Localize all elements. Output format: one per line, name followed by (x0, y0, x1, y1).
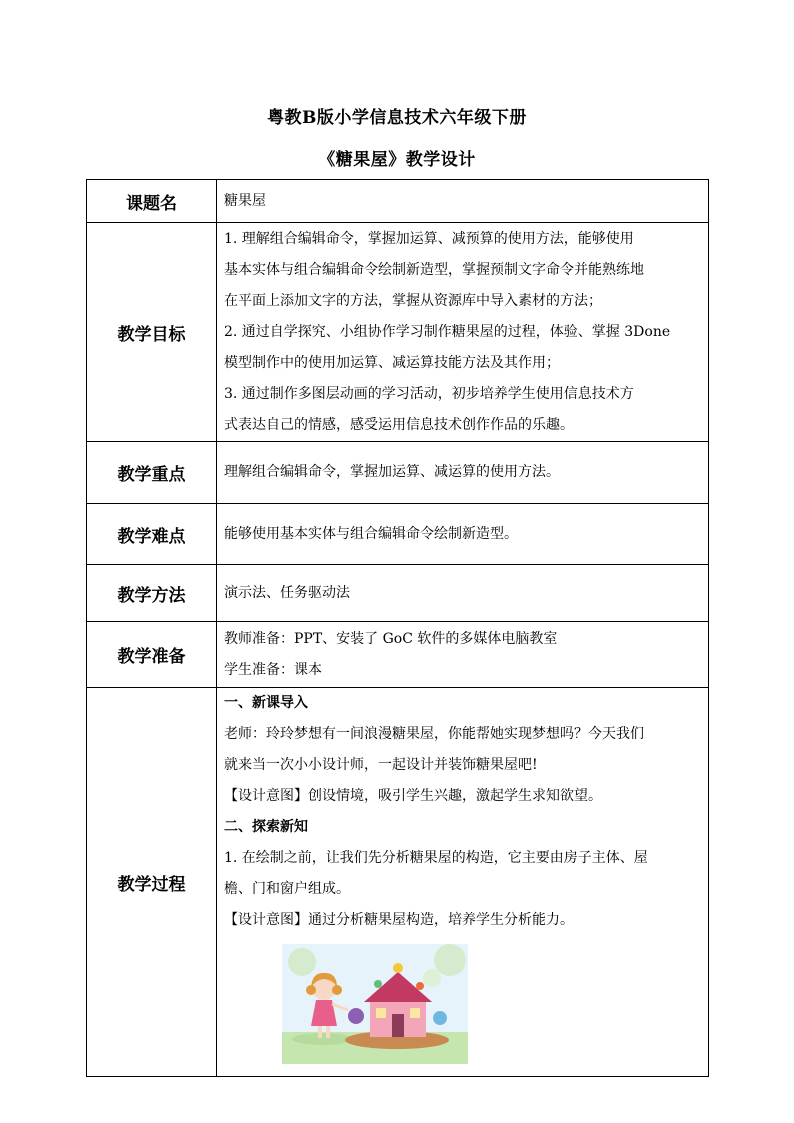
difficulties-value: 能够使用基本实体与组合编辑命令绘制新造型。 (217, 504, 709, 565)
table-row-difficulties (87, 504, 709, 565)
table-row-preparation (87, 622, 709, 688)
process-line: 檐、门和窗户组成。 (224, 881, 350, 897)
methods-label: 教学方法 (87, 565, 217, 622)
topic-value: 糖果屋 (217, 180, 709, 223)
table-row-key-points (87, 442, 709, 504)
table-row-process (87, 688, 709, 1077)
goals-line: 在平面上添加文字的方法，掌握从资源库中导入素材的方法； (224, 292, 602, 309)
goals-line: 式表达自己的情感，感受运用信息技术创作作品的乐趣。 (224, 416, 574, 433)
goals-line: 2. 通过自学探究、小组协作学习制作糖果屋的过程，体验、掌握 3Done (224, 323, 671, 340)
key-points-label: 教学重点 (87, 442, 217, 504)
goals-line: 1. 理解组合编辑命令，掌握加运算、减预算的使用方法，能够使用 (224, 230, 634, 247)
table-row-goals (87, 223, 709, 442)
process-line: 【设计意图】通过分析糖果屋构造，培养学生分析能力。 (224, 912, 574, 928)
process-line: 1. 在绘制之前，让我们先分析糖果屋的构造，它主要由房子主体、屋 (224, 850, 648, 866)
lesson-plan-table (86, 179, 709, 1077)
process-line: 老师：玲玲梦想有一间浪漫糖果屋，你能帮她实现梦想吗？今天我们 (224, 726, 644, 742)
preparation-content (217, 622, 709, 688)
process-line: 【设计意图】创设情境，吸引学生兴趣，激起学生求知欲望。 (224, 788, 602, 804)
process-section-heading: 一、新课导入 (224, 695, 308, 711)
candy-house-illustration (282, 944, 468, 1064)
process-line: 就来当一次小小设计师，一起设计并装饰糖果屋吧! (224, 757, 538, 773)
preparation-label: 教学准备 (87, 622, 217, 688)
topic-label: 课题名 (87, 180, 217, 223)
process-content (217, 688, 709, 1077)
goals-label: 教学目标 (87, 223, 217, 442)
goals-line: 模型制作中的使用加运算、减运算技能方法及其作用； (224, 354, 560, 371)
process-label: 教学过程 (87, 688, 217, 1077)
methods-value: 演示法、任务驱动法 (217, 565, 709, 622)
preparation-line: 教师准备：PPT、安装了 GoC 软件的多媒体电脑教室 (224, 630, 558, 647)
key-points-value: 理解组合编辑命令，掌握加运算、减运算的使用方法。 (217, 442, 709, 504)
goals-line: 基本实体与组合编辑命令绘制新造型，掌握预制文字命令并能熟练地 (224, 261, 644, 278)
goals-content (217, 223, 709, 442)
document-title: 粤教B版小学信息技术六年级下册 (267, 108, 527, 128)
preparation-line: 学生准备：课本 (224, 661, 322, 678)
table-row-topic (87, 180, 709, 223)
table-row-methods (87, 565, 709, 622)
difficulties-label: 教学难点 (87, 504, 217, 565)
goals-line: 3. 通过制作多图层动画的学习活动，初步培养学生使用信息技术方 (224, 385, 634, 402)
process-section-heading: 二、探索新知 (224, 819, 308, 835)
document-subtitle: 《糖果屋》教学设计 (318, 150, 476, 170)
